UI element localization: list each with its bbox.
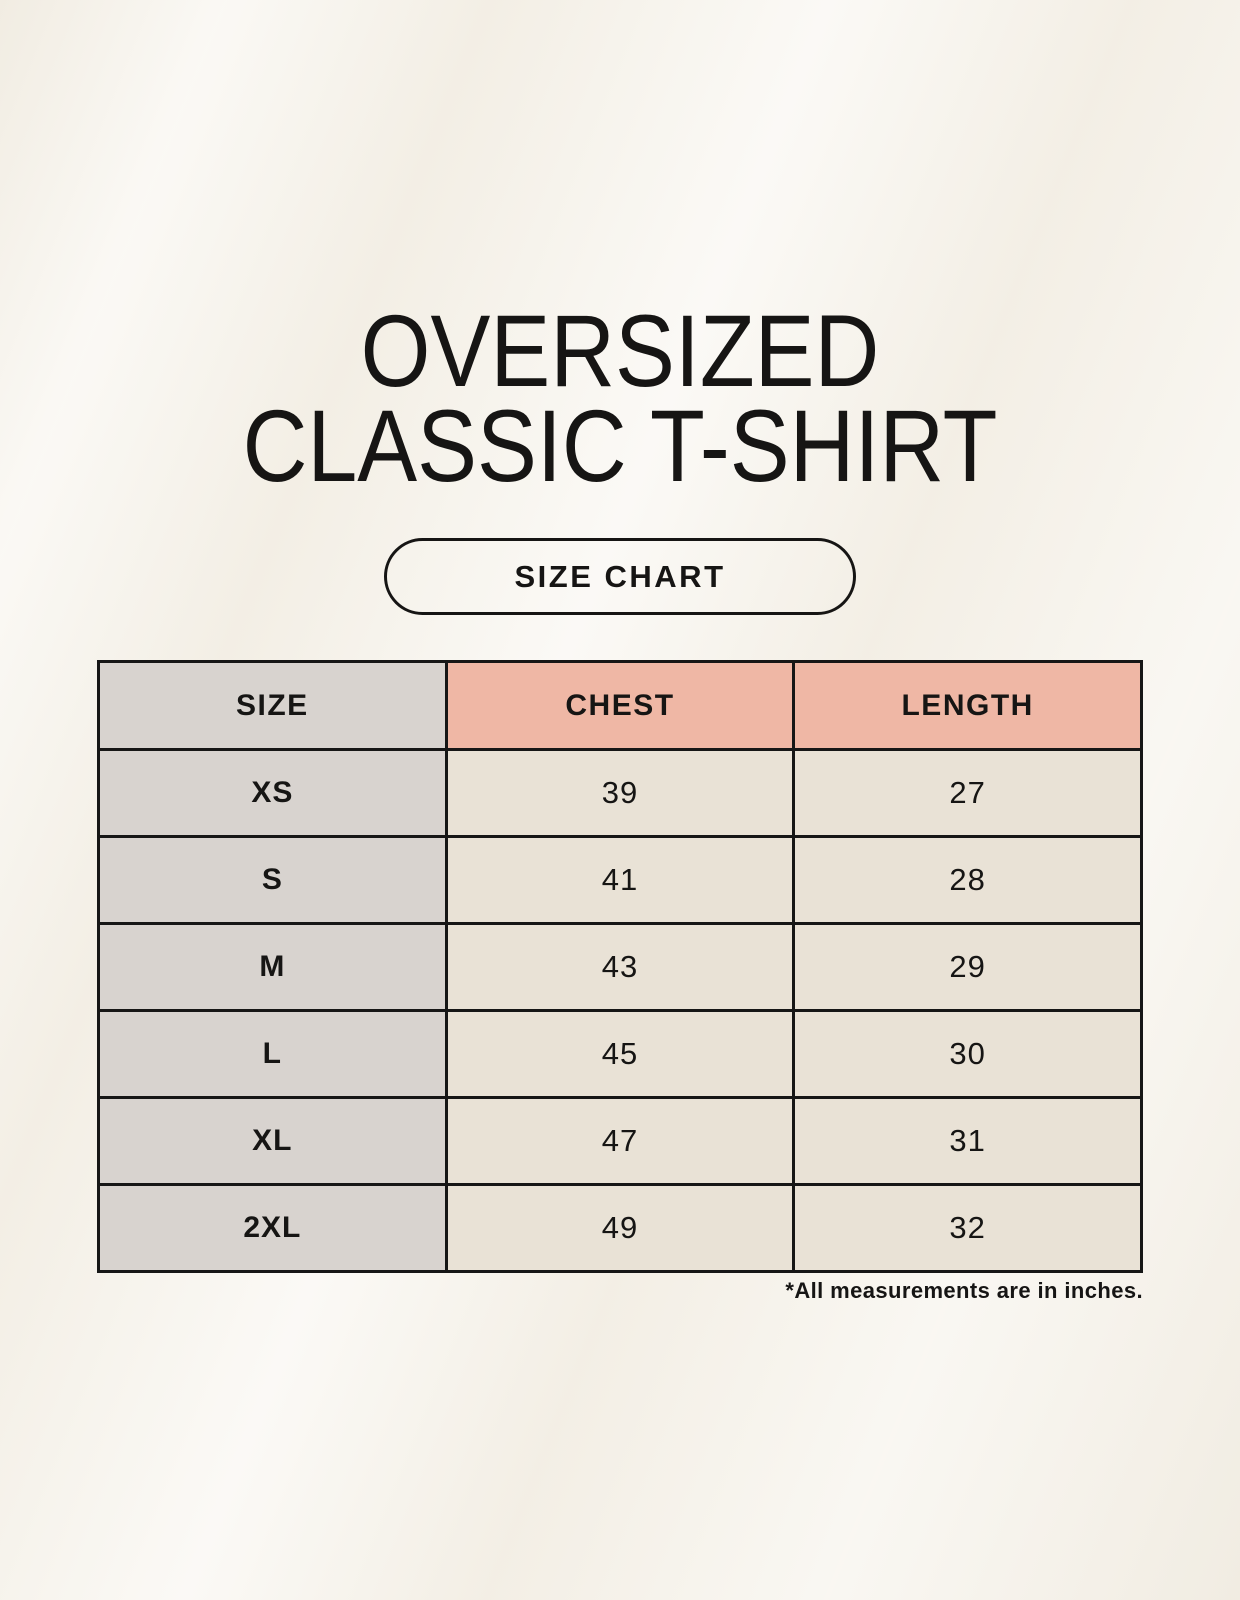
product-title-line2: CLASSIC T-SHIRT (242, 389, 998, 503)
chest-value: 47 (446, 1098, 794, 1185)
size-chart-badge (384, 538, 856, 615)
column-header-size: SIZE (99, 662, 447, 750)
chest-value: 45 (446, 1011, 794, 1098)
table-row (99, 1185, 1142, 1272)
size-label: L (99, 1011, 447, 1098)
size-label: 2XL (99, 1185, 447, 1272)
measurements-footnote: *All measurements are in inches. (785, 1278, 1143, 1303)
size-label: XL (99, 1098, 447, 1185)
chest-value: 49 (446, 1185, 794, 1272)
length-value: 30 (794, 1011, 1142, 1098)
chest-value: 43 (446, 924, 794, 1011)
chest-value: 41 (446, 837, 794, 924)
table-row (99, 837, 1142, 924)
length-value: 31 (794, 1098, 1142, 1185)
length-value: 29 (794, 924, 1142, 1011)
size-chart-badge-label: SIZE CHART (514, 558, 726, 594)
table-row (99, 750, 1142, 837)
table-header-row (99, 662, 1142, 750)
length-value: 28 (794, 837, 1142, 924)
column-header-length: LENGTH (794, 662, 1142, 750)
size-label: M (99, 924, 447, 1011)
chest-value: 39 (446, 750, 794, 837)
table-row (99, 924, 1142, 1011)
length-value: 27 (794, 750, 1142, 837)
column-header-chest: CHEST (446, 662, 794, 750)
size-label: XS (99, 750, 447, 837)
length-value: 32 (794, 1185, 1142, 1272)
product-title-line1: OVERSIZED (360, 294, 880, 408)
table-row (99, 1011, 1142, 1098)
table-row (99, 1098, 1142, 1185)
product-title (74, 294, 1165, 503)
size-chart-table (97, 660, 1143, 1273)
size-label: S (99, 837, 447, 924)
